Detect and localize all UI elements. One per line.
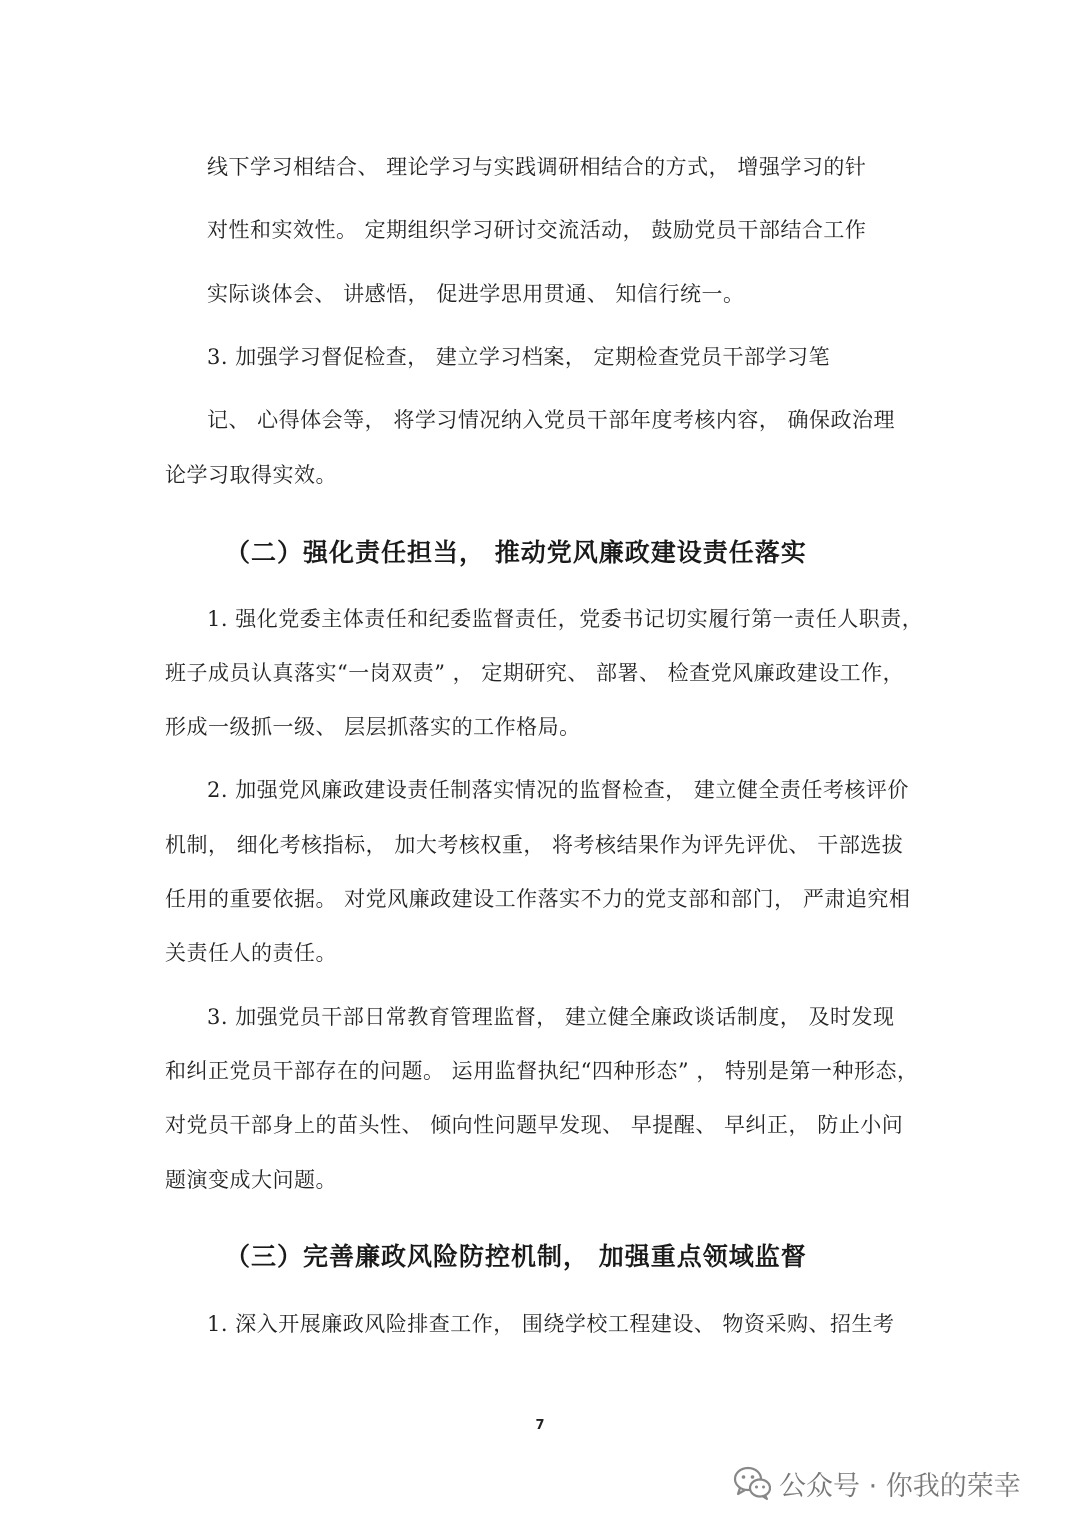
- paragraph-line: 线下学习相结合、 理论学习与实践调研相结合的方式， 增强学习的针: [207, 155, 867, 179]
- paragraph-line: 实际谈体会、 讲感悟， 促进学思用贯通、 知信行统一。: [207, 282, 745, 306]
- wechat-icon: [733, 1466, 771, 1500]
- paragraph-line: 题演变成大问题。: [165, 1168, 337, 1192]
- paragraph-line: 机制， 细化考核指标， 加大考核权重， 将考核结果作为评先评优、 干部选拔: [165, 833, 904, 857]
- section-heading: （三）完善廉政风险防控机制， 加强重点领域监督: [225, 1242, 807, 1271]
- section-heading: （二）强化责任担当， 推动党风廉政建设责任落实: [225, 538, 807, 567]
- watermark: [733, 1463, 1021, 1503]
- paragraph-line: 3. 加强学习督促检查， 建立学习档案， 定期检查党员干部学习笔: [207, 345, 831, 369]
- paragraph-line: 形成一级抓一级、 层层抓落实的工作格局。: [165, 715, 581, 739]
- paragraph-line: 论学习取得实效。: [165, 463, 337, 487]
- page-number: 7: [535, 1418, 545, 1433]
- paragraph-line: 关责任人的责任。: [165, 941, 337, 965]
- paragraph-line: 对党员干部身上的苗头性、 倾向性问题早发现、 早提醒、 早纠正， 防止小问: [165, 1113, 904, 1137]
- paragraph-line: 1. 深入开展廉政风险排查工作， 围绕学校工程建设、 物资采购、招生考: [207, 1312, 895, 1336]
- paragraph-line: 3. 加强党员干部日常教育管理监督， 建立健全廉政谈话制度， 及时发现: [207, 1005, 895, 1029]
- paragraph-line: 2. 加强党风廉政建设责任制落实情况的监督检查， 建立健全责任考核评价: [207, 778, 909, 802]
- paragraph-line: 和纠正党员干部存在的问题。 运用监督执纪“四种形态” ， 特别是第一种形态，: [165, 1059, 919, 1083]
- paragraph-line: 对性和实效性。 定期组织学习研讨交流活动， 鼓励党员干部结合工作: [207, 218, 867, 242]
- paragraph-line: 班子成员认真落实“一岗双责” ， 定期研究、 部署、 检查党风廉政建设工作，: [165, 661, 905, 685]
- paragraph-line: 记、 心得体会等， 将学习情况纳入党员干部年度考核内容， 确保政治理: [207, 408, 896, 432]
- watermark-text: 公众号 · 你我的荣幸: [779, 1470, 1021, 1502]
- paragraph-line: 任用的重要依据。 对党风廉政建设工作落实不力的党支部和部门， 严肃追究相: [165, 887, 911, 911]
- paragraph-line: 1. 强化党委主体责任和纪委监督责任，党委书记切实履行第一责任人职责，: [207, 607, 924, 631]
